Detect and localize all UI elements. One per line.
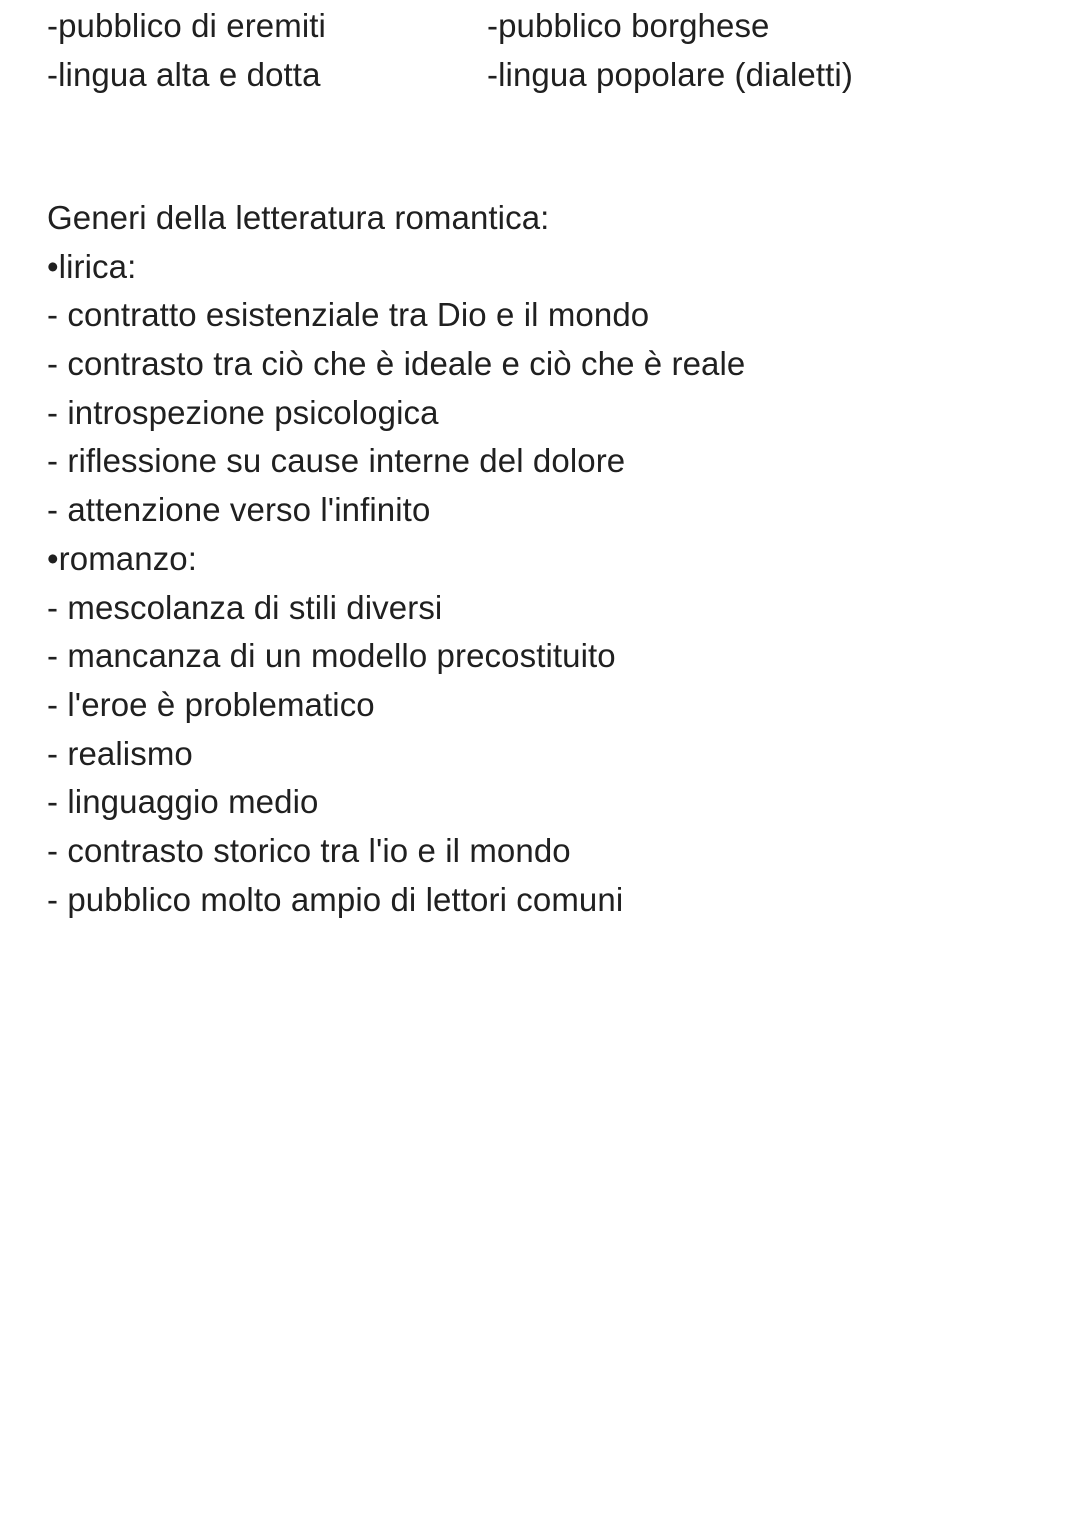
- comparison-right-item: -lingua popolare (dialetti): [487, 55, 853, 93]
- lirica-item: - riflessione su cause interne del dolore: [47, 442, 626, 480]
- comparison-right-column: [487, 2, 853, 99]
- romanzo-item: - l'eroe è problematico: [47, 685, 375, 723]
- romanzo-title: •romanzo:: [47, 539, 198, 577]
- lirica-item: - contratto esistenziale tra Dio e il mondo: [47, 296, 650, 334]
- lirica-item: - attenzione verso l'infinito: [47, 491, 431, 529]
- romanzo-item: - pubblico molto ampio di lettori comuni: [47, 880, 624, 918]
- comparison-left-item: -pubblico di eremiti: [47, 7, 326, 44]
- lirica-item: - introspezione psicologica: [47, 393, 439, 431]
- comparison-left-column: [47, 2, 326, 99]
- romanzo-item: - realismo: [47, 734, 193, 772]
- genres-section: [47, 194, 1047, 924]
- romanzo-item: - mescolanza di stili diversi: [47, 588, 443, 626]
- romanzo-item: - linguaggio medio: [47, 783, 319, 821]
- comparison-right-item: -pubblico borghese: [487, 7, 770, 44]
- romanzo-item: - mancanza di un modello precostituito: [47, 637, 616, 675]
- romanzo-item: - contrasto storico tra l'io e il mondo: [47, 831, 571, 869]
- lirica-item: - contrasto tra ciò che è ideale e ciò che è reale: [47, 345, 746, 383]
- genres-heading: Generi della letteratura romantica:: [47, 199, 550, 236]
- lirica-title: •lirica:: [47, 247, 137, 285]
- comparison-left-item: -lingua alta e dotta: [47, 55, 321, 93]
